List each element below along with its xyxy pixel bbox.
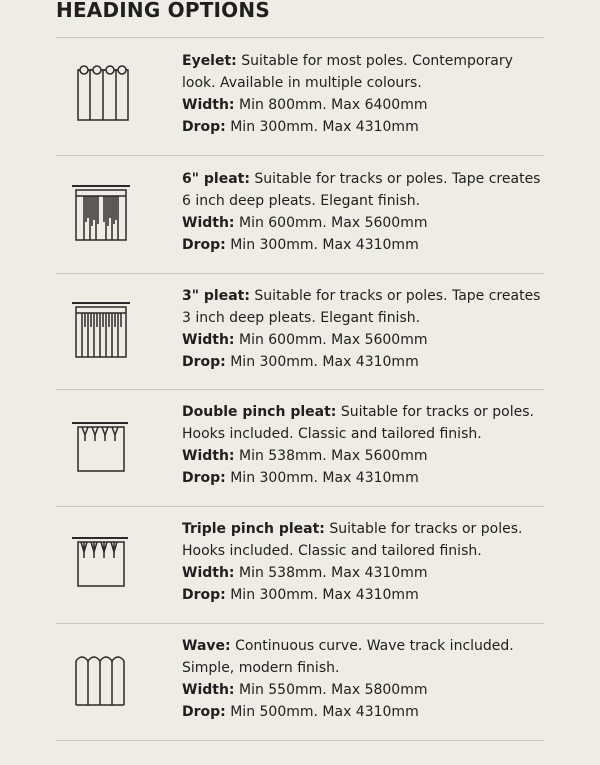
drop-spec: Drop: Min 300mm. Max 4310mm xyxy=(182,587,419,603)
drop-spec: Drop: Min 300mm. Max 4310mm xyxy=(182,237,419,253)
option-description: 6" pleat: Suitable for tracks or poles. Tape creates 6 inch deep pleats. Elegant finish. xyxy=(182,171,541,209)
width-spec: Width: Min 800mm. Max 6400mm xyxy=(182,97,428,113)
divider xyxy=(56,273,544,274)
option-name: 6" pleat: xyxy=(182,171,250,187)
option-text xyxy=(182,285,542,373)
option-name: Double pinch pleat: xyxy=(182,404,337,420)
six-inch-pleat-curtain-icon xyxy=(70,182,130,246)
option-name: Eyelet: xyxy=(182,53,237,69)
option-name: Wave: xyxy=(182,638,231,654)
option-description: Double pinch pleat: Suitable for tracks or poles. Hooks included. Classic and tailored finish. xyxy=(182,404,534,442)
eyelet-curtain-icon xyxy=(70,62,130,126)
option-text xyxy=(182,401,542,489)
divider xyxy=(56,155,544,156)
divider xyxy=(56,623,544,624)
page-title: HEADING OPTIONS xyxy=(56,0,270,22)
width-spec: Width: Min 538mm. Max 5600mm xyxy=(182,448,428,464)
option-name: Triple pinch pleat: xyxy=(182,521,325,537)
option-description: Eyelet: Suitable for most poles. Contemporary look. Available in multiple colours. xyxy=(182,53,513,91)
option-text xyxy=(182,518,542,606)
option-description: 3" pleat: Suitable for tracks or poles. Tape creates 3 inch deep pleats. Elegant finish. xyxy=(182,288,541,326)
three-inch-pleat-curtain-icon xyxy=(70,297,130,361)
drop-spec: Drop: Min 300mm. Max 4310mm xyxy=(182,470,419,486)
width-spec: Width: Min 600mm. Max 5600mm xyxy=(182,215,428,231)
drop-spec: Drop: Min 500mm. Max 4310mm xyxy=(182,704,419,720)
option-name: 3" pleat: xyxy=(182,288,250,304)
drop-spec: Drop: Min 300mm. Max 4310mm xyxy=(182,354,419,370)
divider xyxy=(56,389,544,390)
option-text xyxy=(182,168,542,256)
divider xyxy=(56,37,544,38)
drop-spec: Drop: Min 300mm. Max 4310mm xyxy=(182,119,419,135)
option-description: Triple pinch pleat: Suitable for tracks or poles. Hooks included. Classic and tailored finish. xyxy=(182,521,523,559)
wave-curtain-icon xyxy=(70,649,130,713)
divider xyxy=(56,506,544,507)
option-text xyxy=(182,635,542,723)
option-text xyxy=(182,50,542,138)
option-description: Wave: Continuous curve. Wave track included. Simple, modern finish. xyxy=(182,638,514,676)
divider xyxy=(56,740,544,741)
width-spec: Width: Min 600mm. Max 5600mm xyxy=(182,332,428,348)
width-spec: Width: Min 550mm. Max 5800mm xyxy=(182,682,428,698)
double-pinch-pleat-curtain-icon xyxy=(70,419,130,483)
width-spec: Width: Min 538mm. Max 4310mm xyxy=(182,565,428,581)
triple-pinch-pleat-curtain-icon xyxy=(70,534,130,598)
